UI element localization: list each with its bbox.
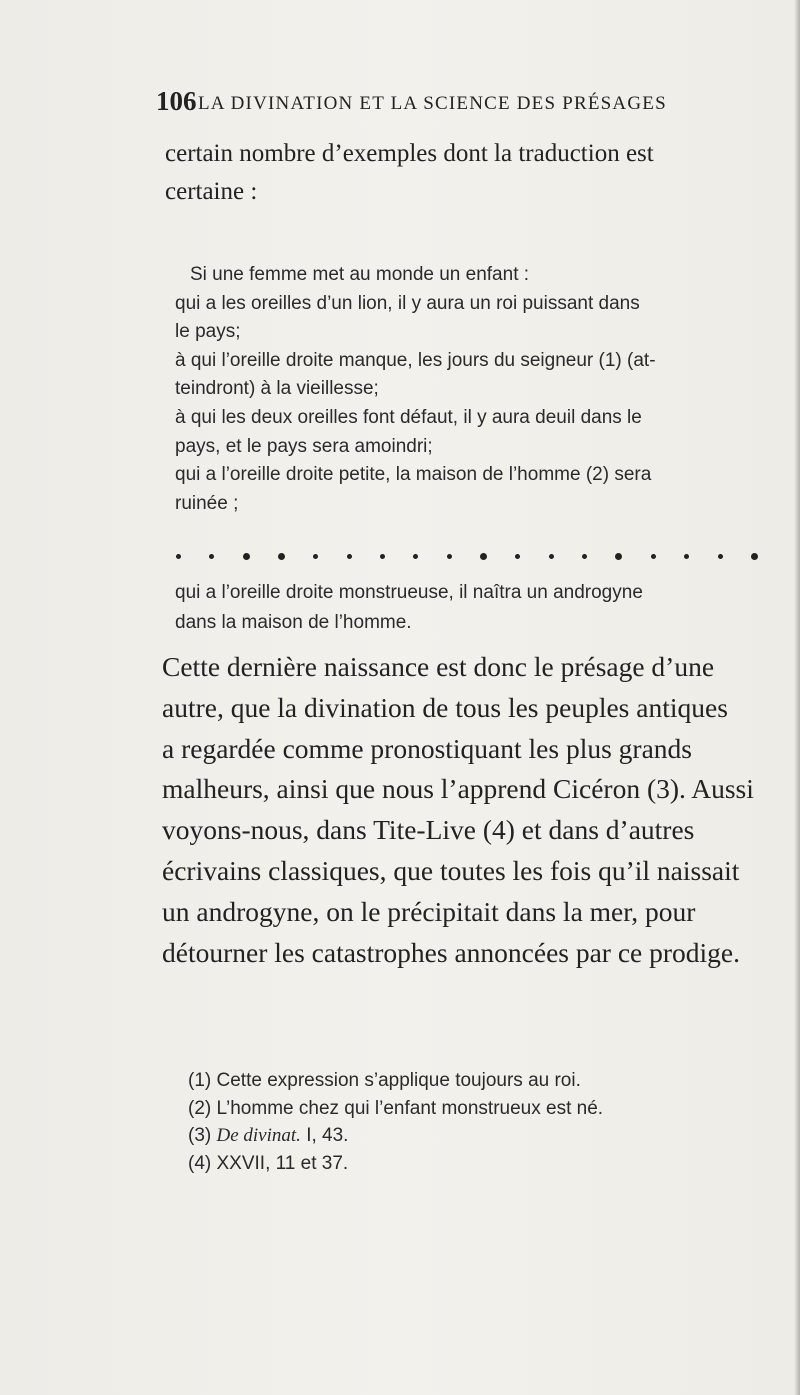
dot bbox=[347, 554, 352, 559]
footnote-3-work-title: De divinat. bbox=[216, 1125, 301, 1146]
page-header bbox=[156, 86, 756, 116]
footnotes bbox=[188, 1067, 603, 1177]
footnote-4: (4) XXVII, 11 et 37. bbox=[188, 1152, 349, 1174]
body-line: un androgyne, on le précipitait dans la mer, pour bbox=[162, 895, 696, 927]
body-line: Cette dernière naissance est donc le présage d’une bbox=[162, 651, 715, 682]
omens-line: pays, et le pays sera amoindri; bbox=[175, 435, 433, 457]
body-line: détourner les catastrophes annoncées par ce prodige. bbox=[162, 936, 741, 968]
dot bbox=[209, 554, 214, 559]
omens-line: à qui les deux oreilles font défaut, il y aura deuil dans le bbox=[175, 406, 642, 428]
omens-list bbox=[175, 261, 656, 518]
dot bbox=[549, 554, 554, 559]
body-line: écrivains classiques, que toutes les fois qu’il naissait bbox=[162, 854, 740, 886]
footnote-3-reference: I, 43. bbox=[300, 1125, 349, 1146]
omens-line: ruinée ; bbox=[175, 492, 239, 514]
footnote-3 bbox=[188, 1122, 603, 1150]
running-title: LA DIVINATION ET LA SCIENCE DES PRÉSAGES bbox=[198, 93, 667, 114]
omens-line: le pays; bbox=[175, 321, 241, 343]
dot bbox=[582, 554, 587, 559]
dot bbox=[684, 554, 689, 559]
page-edge-shadow bbox=[794, 0, 800, 1395]
body-paragraph bbox=[162, 647, 754, 973]
dot bbox=[615, 553, 622, 560]
omens-line: qui a les oreilles d’un lion, il y aura un roi puissant dans bbox=[175, 292, 640, 314]
dot bbox=[313, 554, 318, 559]
dot bbox=[480, 553, 487, 560]
footnote-3-number: (3) bbox=[188, 1125, 217, 1146]
dot bbox=[380, 554, 385, 559]
omens-continued bbox=[175, 578, 643, 638]
body-line: voyons-nous, dans Tite-Live (4) et dans d’autres bbox=[162, 814, 695, 846]
omens-line: qui a l’oreille droite petite, la maison de l’homme (2) sera bbox=[175, 464, 652, 486]
dot bbox=[176, 554, 181, 559]
dot bbox=[278, 553, 285, 560]
page-number: 106 bbox=[156, 86, 197, 116]
omens-line: qui a l’oreille droite monstrueuse, il naîtra un androgyne bbox=[175, 582, 643, 603]
dot bbox=[651, 554, 656, 559]
body-line: malheurs, ainsi que nous l’apprend Cicéron (3). Aussi bbox=[162, 773, 754, 805]
dot bbox=[447, 554, 452, 559]
omens-line: Si une femme met au monde un enfant : bbox=[190, 264, 530, 285]
dot bbox=[515, 554, 520, 559]
dot bbox=[751, 553, 758, 560]
dot bbox=[243, 553, 250, 560]
intro-line: certain nombre d’exemples dont la traduction est bbox=[165, 140, 654, 167]
footnote-2: (2) L’homme chez qui l’enfant monstrueux est né. bbox=[188, 1097, 604, 1119]
dot bbox=[413, 554, 418, 559]
dot bbox=[718, 554, 723, 559]
omens-line: dans la maison de l’homme. bbox=[175, 612, 412, 633]
omens-line: à qui l’oreille droite manque, les jours du seigneur (1) (at- bbox=[175, 349, 656, 371]
body-line: a regardée comme pronostiquant les plus grands bbox=[162, 732, 692, 764]
intro-paragraph bbox=[165, 135, 654, 211]
omens-line: teindront) à la vieillesse; bbox=[175, 378, 379, 400]
footnote-1: (1) Cette expression s’applique toujours au roi. bbox=[188, 1070, 581, 1091]
ellipsis-dots bbox=[176, 546, 758, 566]
intro-line: certaine : bbox=[165, 178, 258, 205]
body-line: autre, que la divination de tous les peuples antiques bbox=[162, 691, 728, 723]
